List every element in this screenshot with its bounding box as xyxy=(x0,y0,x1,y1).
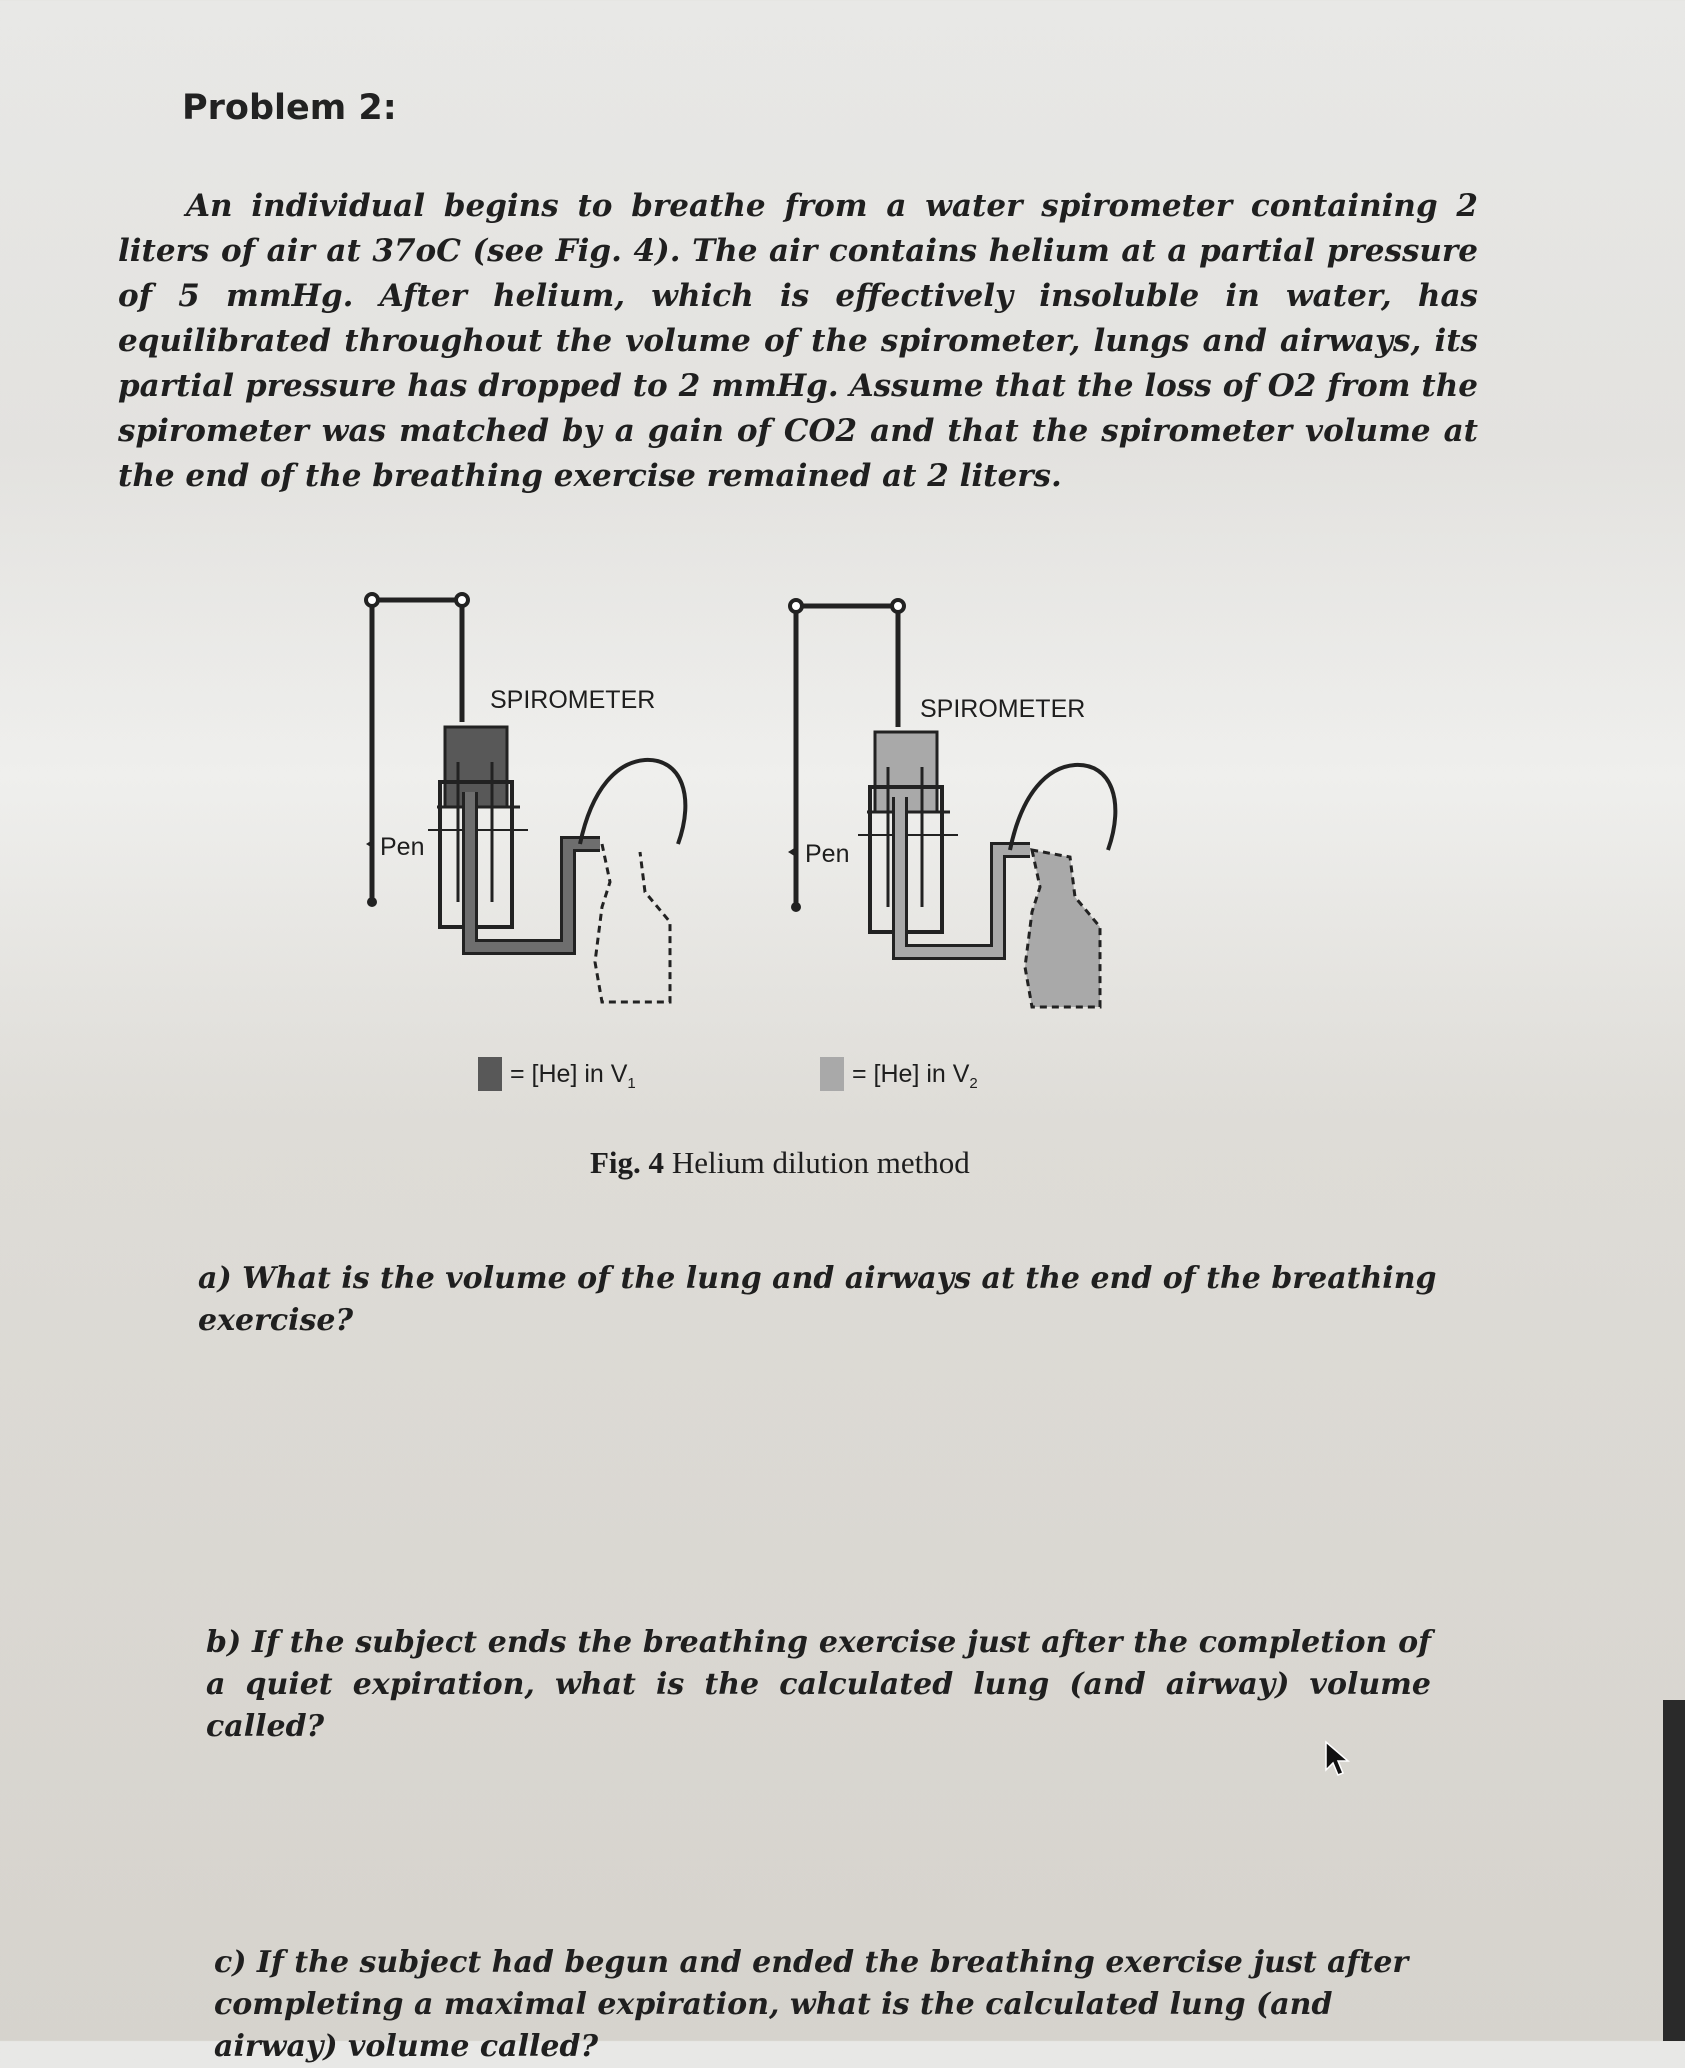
legend-v2-sub: 2 xyxy=(969,1075,978,1092)
figure-caption-rest: Helium dilution method xyxy=(664,1145,970,1180)
figure-caption xyxy=(590,1145,970,1181)
legend-v2-main: = [He] in V xyxy=(852,1060,970,1088)
helium-dilution-figure xyxy=(340,582,1140,1102)
legend-v2-text xyxy=(852,1060,978,1092)
problem-paragraph-text: An individual begins to breathe from a water spirometer containing 2 liters of air at 37oC (see Fig. 4). The air contains helium at a partial pressure of 5 mmHg. After helium, which is effectively insoluble in water, has equilibrated throughout the volume of the spirometer, lungs and airways, its partial pressure has dropped to 2 mmHg. Assume that the loss of O2 from the spirometer was matched by a gain of CO2 and that the spirometer volume at the end of the breathing exercise remained at 2 liters. xyxy=(118,188,1478,494)
legend-v1-sub: 1 xyxy=(627,1075,636,1092)
legend-swatch-dark xyxy=(478,1057,502,1091)
spirometer-left xyxy=(366,594,685,1002)
spirometer-label-right: SPIROMETER xyxy=(920,695,1086,723)
legend-v1-main: = [He] in V xyxy=(510,1060,628,1088)
question-a: a) What is the volume of the lung and airways at the end of the breathing exercise? xyxy=(198,1261,1437,1338)
photo-edge-shadow xyxy=(1663,1700,1685,2041)
problem-title: Problem 2: xyxy=(182,88,397,128)
question-c: c) If the subject had begun and ended the breathing exercise just after completing a maximal expiration, what is the calculated lung (and airway) volume called? xyxy=(214,1945,1409,2064)
pen-label-left: Pen xyxy=(380,833,425,861)
figure-caption-bold: Fig. 4 xyxy=(590,1145,665,1180)
spirometer-diagram xyxy=(340,582,1140,1102)
pen-label-right: Pen xyxy=(805,840,850,868)
mouse-pointer-icon xyxy=(1322,1740,1354,1784)
spirometer-right xyxy=(788,600,1115,1007)
problem-paragraph xyxy=(118,184,1478,499)
legend-v1-text xyxy=(510,1060,636,1092)
question-b: b) If the subject ends the breathing exercise just after the completion of a quiet expiration, what is the calculated lung (and airway) volume called? xyxy=(206,1625,1431,1744)
legend-swatch-light xyxy=(820,1057,844,1091)
spirometer-label-left: SPIROMETER xyxy=(490,686,656,714)
